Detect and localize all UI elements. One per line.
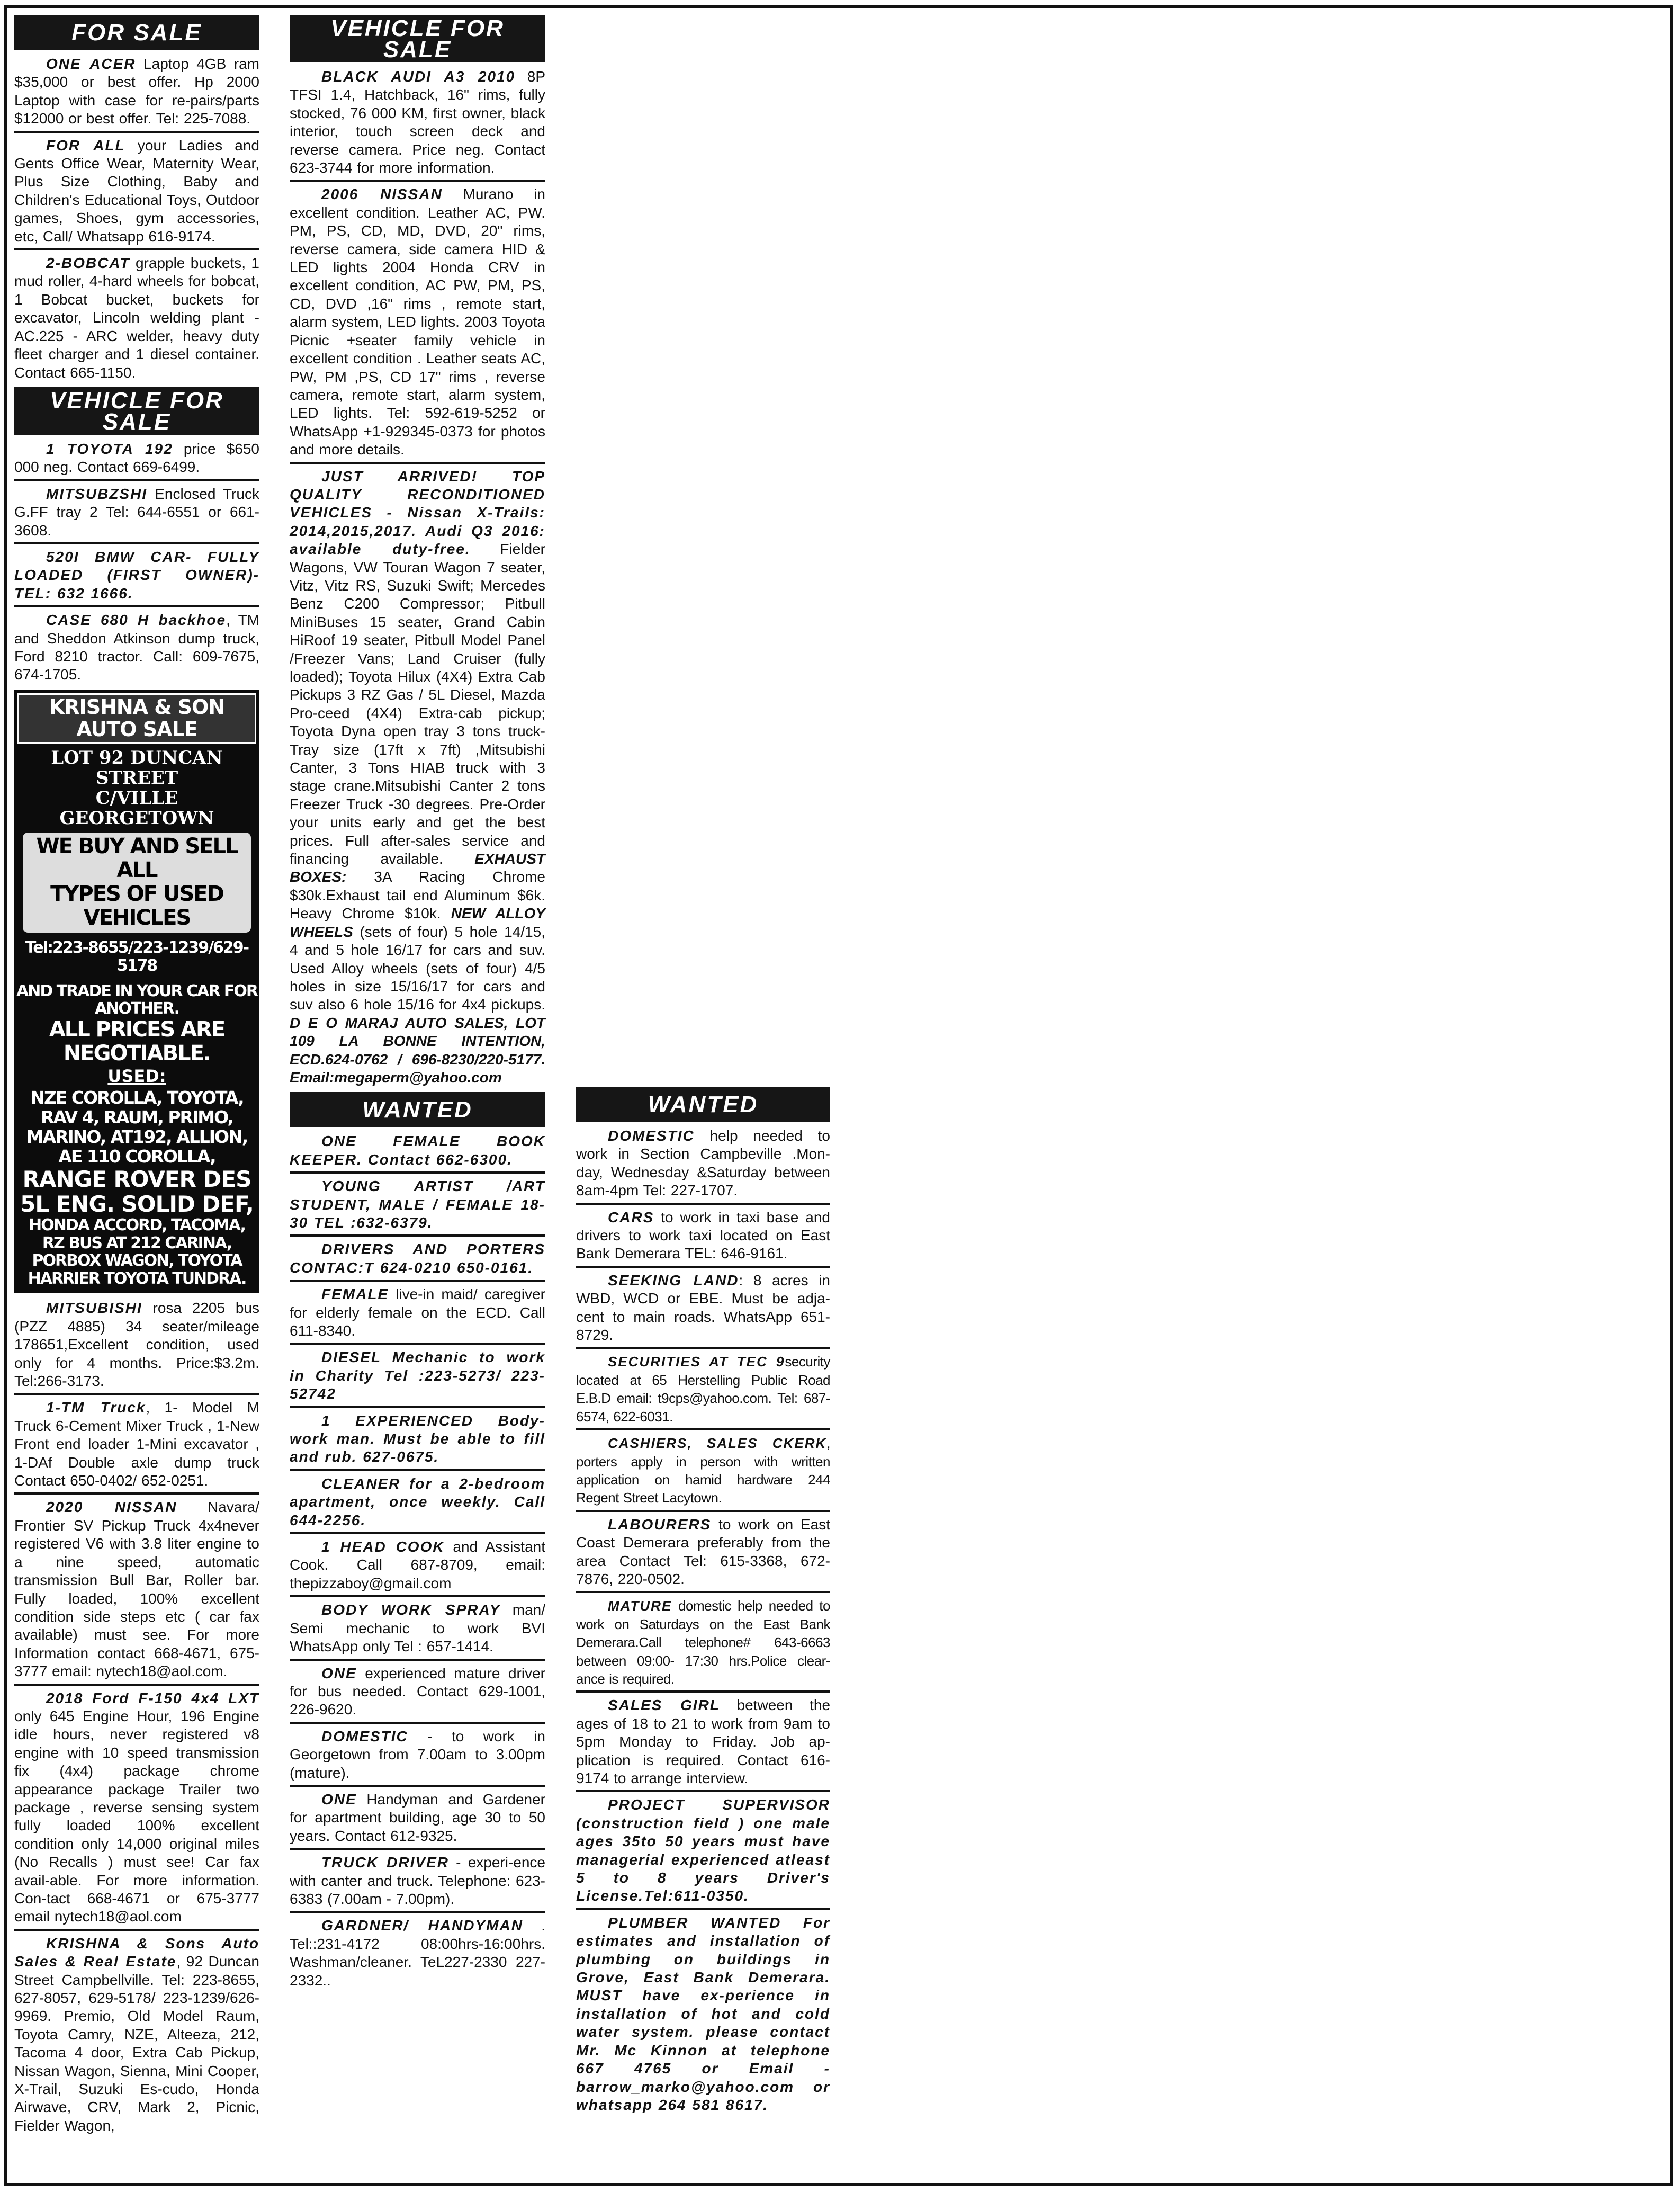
ad-text: Murano in excellent condition. Leather AC, PW. PM, PS, CD, MD, DVD, 20" rims, reverse camera, side camera HID & LED lights 2004 Honda CRV in excellent condition, AC PW, PM, PS, CD, DVD ,16" rims , remote start, alarm system, LED lights. 2003 Toyota Picnic +seater family vehicle in excellent condition . Leather seats AC, PW, PM ,PS, CD 17" rims , reverse camera, remote start, alarm system, LED lights. Tel: 592-619-5252 or WhatsApp +1-929345-0373 for photos and more details. (290, 186, 545, 458)
ad-lead: 520I BMW CAR- FULLY LOADED (FIRST OWNER)- TEL: 632 1666. (14, 548, 259, 602)
advert-buy-sell-2: TYPES OF USED VEHICLES (23, 882, 251, 933)
column-3 (576, 1087, 830, 2119)
ad-lead: SEEKING LAND (608, 1272, 739, 1289)
classified-ad (14, 1398, 259, 1495)
classified-ad (576, 1271, 830, 1349)
ad-lead: MITSUBZSHI (46, 485, 148, 502)
ad-lead: SALES GIRL (608, 1697, 720, 1714)
ad-text: to work on East Coast Demerara preferably from the area Contact Tel: 615-3368, 672-7876, 220-0502. (576, 1516, 830, 1587)
classified-ad (290, 1239, 545, 1282)
ad-lead: CARS (608, 1209, 654, 1225)
ad-lead: FOR ALL (46, 137, 125, 154)
wanted-ads (290, 1131, 545, 1992)
classified-ad (14, 547, 259, 607)
ad-lead: 1 TOYOTA 192 (46, 440, 173, 457)
ad-text: , porters apply in person with written application on hamid hardware 244 Regent Street Lacytown. (576, 1435, 830, 1506)
classified-ad (290, 1790, 545, 1850)
advert-trade: AND TRADE IN YOUR CAR FOR ANOTHER. (16, 981, 257, 1018)
ad-text: : 8 acres in WBD, WCD or EBE. Must be adja-cent to main roads. WhatsApp 651-8729. (576, 1272, 831, 1344)
section-header-vehicle-for-sale (290, 15, 545, 62)
ad-text: price $650 000 neg. Contact 669-6499. (14, 440, 259, 476)
ad-lead: BLACK AUDI A3 2010 (321, 68, 516, 85)
ad-lead: CASHIERS, SALES CKERK (608, 1435, 827, 1452)
classified-ad (290, 1726, 545, 1787)
ad-lead: 2-BOBCAT (46, 255, 130, 272)
header-line: SALE (102, 408, 172, 435)
classified-ad (576, 1126, 830, 1205)
ad-text: , TM and Sheddon Atkinson dump truck, Ford 8210 tractor. Call: 609-7675, 674-1705. (14, 612, 260, 683)
ad-lead: LABOURERS (608, 1516, 712, 1533)
classified-ad (290, 1600, 545, 1660)
ad-lead: 1-TM Truck (46, 1399, 146, 1416)
ad-lead: ONE FEMALE BOOK KEEPER. Contact 662-6300. (290, 1133, 545, 1168)
classified-ad (14, 484, 259, 544)
classified-ad (290, 1176, 545, 1237)
ad-text: only 645 Engine Hour, 196 Engine idle hours, never registered v8 engine with 10 speed transmission fix (4x4) package chrome appearance package Trailer two package , reverse sensing system fully loaded 100% excellent condition only 14,000 original miles (No Recalls ) must see! Car fax avail-able. For more information. Con-tact 668-4671 or 675-3777 email nytech18@aol.com (14, 1707, 259, 1925)
classified-ad (14, 1688, 259, 1931)
vehicle-ads (14, 439, 259, 687)
section-header-wanted: WANTED (576, 1087, 830, 1122)
ad-lead: MITSUBISHI (46, 1300, 142, 1317)
header-line: VEHICLE FOR (50, 387, 224, 414)
ad-emphasis: NEW ALLOY WHEELS (290, 905, 545, 940)
ad-text: your Ladies and Gents Office Wear, Maternity Wear, Plus Size Clothing, Baby and Children's Educational Toys, Outdoor games, Shoes, gym accessories, etc, Call/ Whatsapp 616-9174. (14, 137, 259, 245)
classified-ad (14, 54, 259, 133)
classified-ad (576, 1795, 830, 1910)
classified-ad (290, 1916, 545, 1992)
classified-ad (290, 1853, 545, 1913)
advert-buy-sell-1: WE BUY AND SELL ALL (23, 833, 251, 882)
ad-text: 3A Racing Chrome $30k.Exhaust tail end Aluminum $6k. Heavy Chrome $10k. (290, 869, 545, 922)
ad-lead: SECURITIES AT TEC 9 (608, 1354, 785, 1370)
ad-lead: 1 EXPERIENCED Body-work man. Must be able to fill and rub. 627-0675. (290, 1412, 545, 1465)
classified-ad (576, 1433, 830, 1512)
classified-ad (290, 1284, 545, 1345)
classified-ad (290, 1347, 545, 1408)
ad-lead: ONE (321, 1665, 357, 1681)
ad-lead: YOUNG ARTIST /ART STUDENT, MALE / FEMALE 18-30 TEL :632-6379. (290, 1178, 545, 1231)
classified-ad (290, 467, 545, 1090)
ad-lead: KRISHNA & Sons Auto Sales & Real Estate (14, 1935, 259, 1970)
classified-ad (14, 610, 259, 687)
classified-ad (290, 1663, 545, 1724)
classified-ad (290, 1537, 545, 1597)
advert-name: KRISHNA & SON AUTO SALE (17, 693, 256, 744)
section-header-vehicle-for-sale (14, 387, 259, 435)
classified-ad (576, 1515, 830, 1594)
ad-lead: BODY WORK SPRAY (321, 1601, 501, 1618)
advert-tel: Tel:223-8655/223-1239/629-5178 (25, 938, 249, 975)
classified-ad (14, 1298, 259, 1395)
ad-text: domestic help needed to work on Saturdays on the East Bank Demerara.Call telephone# 643-6663 between 09:00- 17:30 hrs.Police clear-ance is required. (576, 1598, 830, 1687)
ad-text: , 1- Model M Truck 6-Cement Mixer Truck , 1-New Front end loader 1-Mini excavator , 1-DAf Double axle dump truck Contact 650-0402/ 652-0251. (14, 1399, 259, 1489)
vehicle-ads (290, 67, 545, 1089)
ad-text: live-in maid/ caregiver for elderly female on the ECD. Call 611-8340. (290, 1286, 545, 1339)
classified-ad (290, 184, 545, 463)
ad-text: , 92 Duncan Street Campbellville. Tel: 223-8655, 627-8057, 629-5178/ 223-1239/626-9969. Premio, Old Model Raum, Toyota Camry, NZE, Alteeza, 212, Tacoma 4 door, Extra Cab Pickup, Nissan Wagon, Sienna, Mini Cooper, X-Trail, Suzuki Es-cudo, Honda Airwave, CRV, Mark 2, Picnic, Fielder Wagon, (14, 1953, 259, 2134)
ad-text: . Tel::231-4172 08:00hrs-16:00hrs. Washman/cleaner. TeL227-2330 227-2332.. (290, 1917, 545, 1989)
ad-lead: CLEANER for a 2-bedroom apartment, once weekly. Call 644-2256. (290, 1475, 545, 1528)
ad-text: between the ages of 18 to 21 to work from 9am to 5pm Monday to Friday. Job ap-plication is required. Contact 616-9174 to arrange interview. (576, 1697, 831, 1786)
ad-lead: MATURE (608, 1598, 672, 1614)
ad-lead: 2006 NISSAN (321, 186, 443, 203)
header-line: SALE (383, 37, 452, 62)
ad-text: experienced mature driver for bus needed. Contact 629-1001, 226-9620. (290, 1665, 545, 1718)
ad-text: - to work in Georgetown from 7.00am to 3.00pm (mature). (290, 1728, 545, 1781)
section-header-for-sale: FOR SALE (14, 15, 259, 50)
ad-text: 8P TFSI 1.4, Hatchback, 16" rims, fully stocked, 76 000 KM, first owner, black interior, touch screen deck and reverse camera. Price neg. Contact 623-3744 for more information. (290, 68, 545, 176)
classified-ad (576, 1695, 830, 1792)
wanted-ads (576, 1126, 830, 2117)
advert-address-1: LOT 92 DUNCAN STREET (51, 747, 223, 789)
ad-lead: TRUCK DRIVER (321, 1854, 449, 1871)
classified-ad (576, 1596, 830, 1693)
classified-ad (14, 253, 259, 384)
classified-ad (290, 1474, 545, 1534)
ad-text: security located at 65 Herstelling Public Road E.B.D email: t9cps@yahoo.com. Tel: 687-6574, 622-6031. (576, 1354, 830, 1425)
ad-lead: 2020 NISSAN (46, 1499, 177, 1516)
classified-ad (290, 67, 545, 182)
ad-text: (sets of four) 5 hole 14/15, 4 and 5 hole 16/17 for cars and suv. Used Alloy wheels (sets of four) 4/5 holes in size 15/16/17 for cars and suv also 6 hole 15/16 for 4x4 pickups. (290, 923, 545, 1013)
ad-lead: DOMESTIC (608, 1128, 695, 1144)
classified-ad (576, 1207, 830, 1268)
ad-text: Fielder Wagons, VW Touran Wagon 7 seater, Vitz, Vitz RS, Suzuki Swift; Mercedes Benz C200 Compressor; Pitbull MiniBuses 15 seater, Grand Cabin HiRoof 19 seater, Pitbull Model Panel /Freezer Vans; Land Cruiser (fully loaded); Toyota Hilux (4X4) Extra Cab Pickups 3 RZ Gas / 5L Diesel, Mazda Pro-ceed (4X4) Extra-cab pickup; Toyota Dyna open tray 3 tons truck-Tray size (17ft x 7ft) ,Mitsubishi Canter, 3 Tons HIAB truck with 3 stage crane.Mitsubishi Canter 2 tons Freezer Truck -30 degrees. Pre-Order your units early and get the best prices. Full after-sales service and financing available. (290, 541, 545, 867)
ad-lead: DRIVERS AND PORTERS CONTAC:T 624-0210 650-0161. (290, 1241, 545, 1276)
krishna-auto-sale-advert (14, 690, 259, 1293)
ad-emphasis: D E O MARAJ AUTO SALES, LOT 109 LA BONNE INTENTION, ECD.624-0762 / 696-8230/220-5177. Email:megaperm@yahoo.com (290, 1014, 545, 1086)
ad-text: rosa 2205 bus (PZZ 4885) 34 seater/mileage 178651,Excellent condition, used only for 4 months. Price:$3.2m. Tel:266-3173. (14, 1300, 259, 1390)
classified-ad (290, 1131, 545, 1174)
ad-lead: PROJECT SUPERVISOR (construction field ) one male ages 35to 50 years must have managerial experienced atleast 5 to 8 years Driver's License.Tel:611-0350. (576, 1796, 830, 1904)
advert-address-2: C/VILLE GEORGETOWN (59, 788, 214, 829)
classified-ad (14, 1497, 259, 1685)
ad-text: to work in taxi base and drivers to work taxi located on East Bank Demerara TEL: 646-9161. (576, 1209, 830, 1262)
ad-text: - experi-ence with canter and truck. Telephone: 623-6383 (7.00am - 7.00pm). (290, 1854, 546, 1907)
classified-ad (14, 136, 259, 250)
classified-ad (576, 1913, 830, 2117)
ad-emphasis: EXHAUST BOXES: (290, 851, 545, 885)
ad-text: and Assistant Cook. Call 687-8709, email: thepizzaboy@gmail.com (290, 1538, 545, 1591)
vehicle-ads-continued (14, 1298, 259, 2137)
ad-lead: 2018 Ford F-150 4x4 LXT (46, 1689, 259, 1706)
advert-models-2: RANGE ROVER DES 5L ENG. SOLID DEF, (20, 1166, 254, 1218)
header-line: VEHICLE FOR (330, 15, 505, 41)
ad-text: Handyman and Gardener for apartment building, age 30 to 50 years. Contact 612-9325. (290, 1791, 545, 1844)
ad-lead: DOMESTIC (321, 1728, 408, 1744)
ad-lead: JUST ARRIVED! TOP QUALITY RECONDITIONED VEHICLES - Nissan X-Trails: 2014,2015,2017. Audi Q3 2016: available duty-free. (290, 468, 545, 558)
ad-lead: ONE ACER (46, 56, 136, 72)
section-header-wanted: WANTED (290, 1092, 545, 1127)
classified-ad (290, 1411, 545, 1471)
ad-text: Navara/ Frontier SV Pickup Truck 4x4never registered V6 with 3.8 liter engine to a nine speed, automatic transmission Bull Bar, Roller bar. Fully loaded, 100% excellent condition side steps etc ( car fax available) must see. For more Information contact 668-4671, 675-3777 email: nytech18@aol.com. (14, 1499, 259, 1680)
advert-models-1: NZE COROLLA, TOYOTA, RAV 4, RAUM, PRIMO, MARINO, AT192, ALLION, AE 110 COROLLA, (26, 1087, 248, 1167)
ad-text: Enclosed Truck G.FF tray 2 Tel: 644-6551 or 661-3608. (14, 485, 259, 539)
advert-prices: ALL PRICES ARE NEGOTIABLE. (49, 1017, 225, 1066)
ad-lead: GARDNER/ HANDYMAN (321, 1917, 523, 1934)
column-1 (14, 15, 259, 2140)
ad-lead: FEMALE (321, 1286, 389, 1303)
for-sale-ads (14, 54, 259, 384)
classified-ad (576, 1352, 830, 1430)
ad-lead: PLUMBER WANTED For estimates and installation of plumbing on buildings in Grove, East Bank Demerara. MUST have ex-perience in installation of hot and cold water system. please contact Mr. Mc Kinnon at telephone 667 4765 or Email - barrow_marko@yahoo.com or whatsapp 264 581 8617. (576, 1914, 830, 2113)
ad-lead: CASE 680 H backhoe (46, 612, 227, 629)
advert-models-3: HONDA ACCORD, TACOMA, RZ BUS AT 212 CARINA, PORBOX WAGON, TOYOTA HARRIER TOYOTA TUNDRA. (28, 1216, 246, 1288)
column-2 (290, 15, 545, 1995)
ad-text: help needed to work in Section Campbeville .Mon-day, Wednesday &Saturday between 8am-4pm Tel: 227-1707. (576, 1128, 830, 1199)
advert-used: USED: (107, 1066, 166, 1087)
classified-ad (14, 439, 259, 481)
classified-ad (14, 1934, 259, 2137)
ad-text: man/ Semi mechanic to work BVI WhatsApp only Tel : 657-1414. (290, 1601, 545, 1655)
ad-lead: 1 HEAD COOK (321, 1538, 445, 1555)
ad-text: Laptop 4GB ram $35,000 or best offer. Hp 2000 Laptop with case for re-pairs/parts $12000 or best offer. Tel: 225-7088. (14, 56, 259, 127)
ad-lead: ONE (321, 1791, 357, 1808)
ad-text: grapple buckets, 1 mud roller, 4-hard wheels for bobcat, 1 Bobcat bucket, buckets for excavator, Lincoln welding plant - AC.225 - ARC welder, heavy duty fleet charger and 1 diesel container. Contact 665-1150. (14, 255, 259, 381)
ad-lead: DIESEL Mechanic to work in Charity Tel :223-5273/ 223-52742 (290, 1349, 545, 1402)
